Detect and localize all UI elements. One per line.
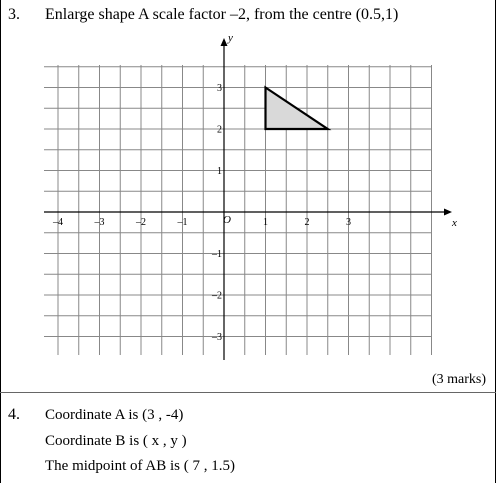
origin-label: O bbox=[223, 214, 231, 226]
x-tick-label: –4 bbox=[53, 217, 63, 228]
x-tick-label: –3 bbox=[94, 217, 105, 228]
marks-label: (3 marks) bbox=[431, 372, 486, 387]
x-tick-label: 1 bbox=[263, 217, 268, 228]
question-4-line-3: The midpoint of AB is ( 7 , 1.5) bbox=[45, 458, 235, 474]
y-tick-label: 1 bbox=[217, 166, 222, 177]
x-tick-label: –1 bbox=[177, 217, 188, 228]
x-tick-label: 2 bbox=[304, 217, 310, 228]
y-axis-arrow bbox=[221, 38, 228, 46]
y-axis-label: y bbox=[228, 32, 233, 44]
question-3-number: 3. bbox=[8, 6, 20, 23]
y-tick-label: –3 bbox=[212, 332, 222, 343]
section-divider bbox=[0, 392, 496, 393]
question-3-text: Enlarge shape A scale factor –2, from the centre (0.5,1) bbox=[45, 6, 399, 23]
question-4-line-1: Coordinate A is (3 , -4) bbox=[45, 407, 184, 423]
question-4-number: 4. bbox=[8, 406, 20, 423]
question-4-line-2: Coordinate B is ( x , y ) bbox=[45, 433, 187, 449]
x-tick-label: 3 bbox=[346, 217, 351, 228]
x-tick-label: –2 bbox=[136, 217, 146, 228]
y-tick-label: 3 bbox=[217, 83, 222, 94]
y-tick-label: 2 bbox=[217, 124, 222, 136]
y-tick-label: –2 bbox=[212, 290, 222, 302]
x-axis-arrow bbox=[444, 209, 452, 216]
x-axis-label: x bbox=[452, 217, 457, 229]
y-tick-label: –1 bbox=[212, 249, 222, 260]
